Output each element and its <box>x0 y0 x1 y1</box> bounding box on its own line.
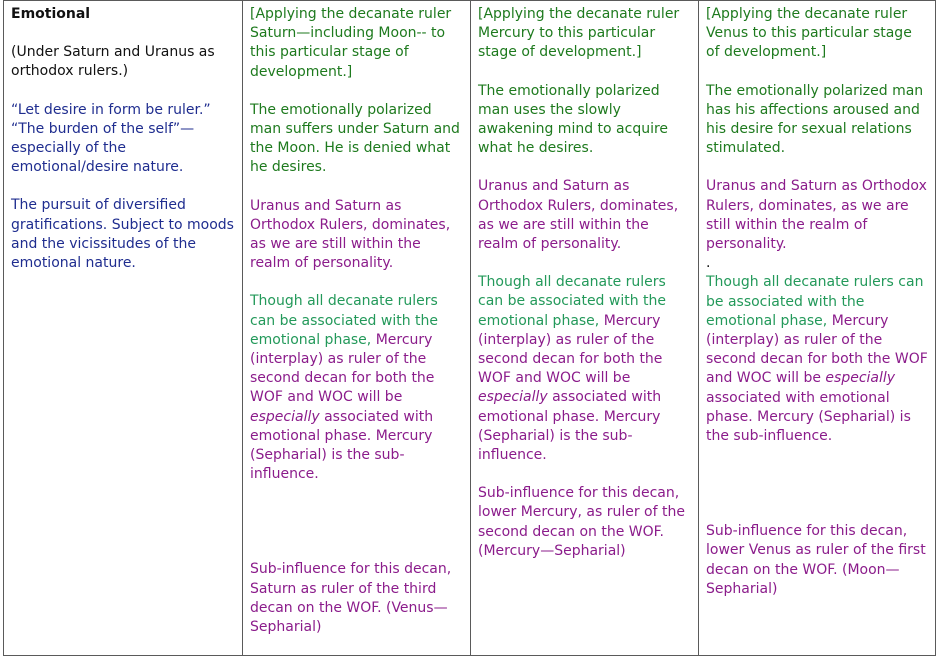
association-purple-b: associated with emotional phase. Mercury (Sepharial) is the sub-influence. <box>706 389 911 445</box>
orthodox-rulers-text: Uranus and Saturn as Orthodox Rulers, dominates, as we are still within the realm of personality. <box>478 178 679 253</box>
stray-dot: . <box>706 255 711 272</box>
association-text <box>478 273 692 465</box>
association-emphasis: especially <box>250 408 320 425</box>
polarized-text: The emotionally polarized man has his affections aroused and his desire for sexual relations stimulated. <box>706 82 924 157</box>
association-purple-a: Mercury (interplay) as ruler of the second decan for both the WOF and WOC will be <box>250 331 435 406</box>
association-purple-a: Mercury (interplay) as ruler of the second decan for both the WOF and WOC will be <box>706 312 928 387</box>
mercury-decan-cell <box>471 1 699 656</box>
association-emphasis: especially <box>825 370 896 387</box>
venus-decan-cell <box>699 1 936 656</box>
emotional-phase-cell <box>4 1 243 656</box>
association-purple-b: associated with emotional phase. Mercury (Sepharial) is the sub-influence. <box>478 389 662 464</box>
association-emphasis: especially <box>478 389 548 406</box>
association-green: Though all decanate rulers can be associated with the emotional phase, <box>478 274 667 329</box>
sub-influence-text: Sub-influence for this decan, Saturn as ruler of the third decan on the WOF. (Venus—Sepharial) <box>250 561 452 636</box>
keynote-quotes: “Let desire in form be ruler.” “The burden of the self”—especially of the emotional/desire nature. <box>11 101 211 176</box>
applying-text: [Applying the decanate ruler Saturn—including Moon-- to this particular stage of development.] <box>250 6 452 80</box>
association-green: Though all decanate rulers can be associated with the emotional phase, <box>250 293 439 348</box>
association-green: Though all decanate rulers can be associated with the emotional phase, <box>706 274 924 329</box>
association-purple-a: Mercury (interplay) as ruler of the second decan for both the WOF and WOC will be <box>478 312 663 387</box>
phase-heading: Emotional <box>11 6 91 22</box>
association-text <box>706 273 929 446</box>
orthodox-rulers-text: Uranus and Saturn as Orthodox Rulers, dominates, as we are still within the realm of personality. <box>250 197 451 272</box>
sub-influence-text: Sub-influence for this decan, lower Mercury, as ruler of the second decan on the WOF. (Mercury—Sepharial) <box>478 485 685 559</box>
applying-text: [Applying the decanate ruler Venus to this particular stage of development.] <box>706 6 912 61</box>
sub-influence-text: Sub-influence for this decan, lower Venus as ruler of the first decan on the WOF. (Moon—Sepharial) <box>706 523 926 597</box>
rulers-note: (Under Saturn and Uranus as orthodox rulers.) <box>11 44 215 80</box>
saturn-decan-cell <box>243 1 471 656</box>
polarized-text: The emotionally polarized man suffers under Saturn and the Moon. He is denied what he desires. <box>250 101 460 176</box>
pursuit-text: The pursuit of diversified gratifications. Subject to moods and the vicissitudes of the emotional nature. <box>11 197 234 272</box>
association-text <box>250 292 464 484</box>
decanate-table <box>3 0 936 656</box>
applying-text: [Applying the decanate ruler Mercury to this particular stage of development.] <box>478 6 680 61</box>
orthodox-rulers-text: Uranus and Saturn as Orthodox Rulers, dominates, as we are still within the realm of personality. <box>706 178 927 253</box>
association-purple-b: associated with emotional phase. Mercury (Sepharial) is the sub-influence. <box>250 408 434 483</box>
table-row <box>4 1 936 656</box>
polarized-text: The emotionally polarized man uses the slowly awakening mind to acquire what he desires. <box>478 82 669 157</box>
